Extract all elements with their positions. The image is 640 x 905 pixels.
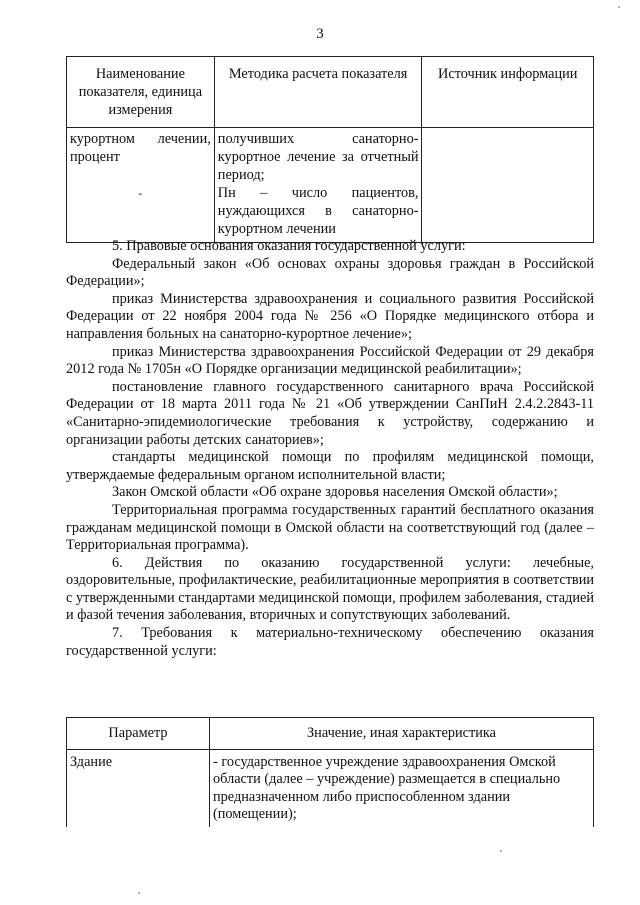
table-header-row [67, 57, 594, 128]
method-line: курортном лечении [217, 221, 336, 237]
table-row [67, 749, 594, 827]
value-cell: - государственное учреждение здравоохранения Омской области (далее – учреждение) размещается в специально предназначенном либо приспособленном здании (помещении); [210, 749, 594, 827]
legal-basis-item: Федеральный закон «Об основах охраны здоровья граждан в Российской Федерации»; [66, 255, 594, 290]
legal-basis-item: приказ Министерства здравоохранения и социального развития Российской Федерации от 22 ноября 2004 года № 256 «О Порядке медицинского отбора и направления больных на санаторно-курортное лечение»; [66, 290, 594, 342]
header-value: Значение, иная характеристика [210, 718, 594, 750]
header-parameter: Параметр [67, 718, 210, 750]
method-line: получивших санаторно- [217, 131, 419, 147]
table-header-row [67, 718, 594, 750]
method-line: нуждающихся в санаторно- [217, 203, 419, 219]
document-body [66, 238, 594, 660]
legal-basis-item: Территориальная программа государственных гарантий бесплатного оказания гражданам медицинской помощи в Омской области на соответствующий год (далее – Территориальная программа). [66, 501, 594, 554]
legal-basis-item: стандарты медицинской помощи по профилям медицинской помощи, утверждаемые федеральным органом исполнительной власти; [66, 449, 594, 483]
legal-basis-item: постановление главного государственного санитарного врача Российской Федерации от 18 марта 2011 года № 21 «Об утверждении СанПиН 2.4.2.2843-11 «Санитарно-эпидемиологические требования к устройству, содержанию и организации работы детских санаториев»; [66, 378, 594, 448]
table-row [67, 128, 594, 243]
method-line: Пн – число пациентов, [217, 185, 419, 201]
requirements-table [66, 717, 594, 827]
scan-speck [138, 892, 140, 894]
page-number: 3 [316, 26, 324, 42]
stray-mark: - [138, 186, 143, 200]
method-line: курортное лечение за отчетный [217, 149, 419, 165]
section-7-paragraph: 7. Требования к материально-техническому обеспечению оказания государственной услуги: [66, 625, 594, 659]
header-calculation-method: Методика расчета показателя [214, 57, 422, 128]
indicator-name-text: курортном лечении, процент [70, 131, 211, 165]
information-source-cell [422, 128, 594, 243]
method-line: период; [217, 167, 265, 183]
parameter-cell: Здание [67, 749, 210, 827]
header-indicator-name: Наименование показателя, единица измерения [67, 57, 215, 128]
legal-basis-item: Закон Омской области «Об охране здоровья населения Омской области»; [112, 484, 558, 501]
scan-speck [500, 850, 502, 852]
section-5-heading: 5. Правовые основания оказания государственной услуги: [112, 238, 466, 254]
header-information-source: Источник информации [422, 57, 594, 128]
indicator-table [66, 56, 594, 243]
scan-speck [618, 6, 620, 8]
indicator-name-cell [67, 128, 215, 243]
calculation-method-cell [214, 128, 422, 243]
legal-basis-item: приказ Министерства здравоохранения Российской Федерации от 29 декабря 2012 года № 1705н «О Порядке организации медицинской реабилитации»; [66, 343, 594, 378]
section-6-paragraph: 6. Действия по оказанию государственной услуги: лечебные, оздоровительные, профилактические, реабилитационные мероприятия в соответствии с утвержденными стандартами медицинской помощи, профилем заболевания, стадией и фазой течения заболевания, вторичных и сопутствующих заболеваний. [66, 554, 594, 624]
